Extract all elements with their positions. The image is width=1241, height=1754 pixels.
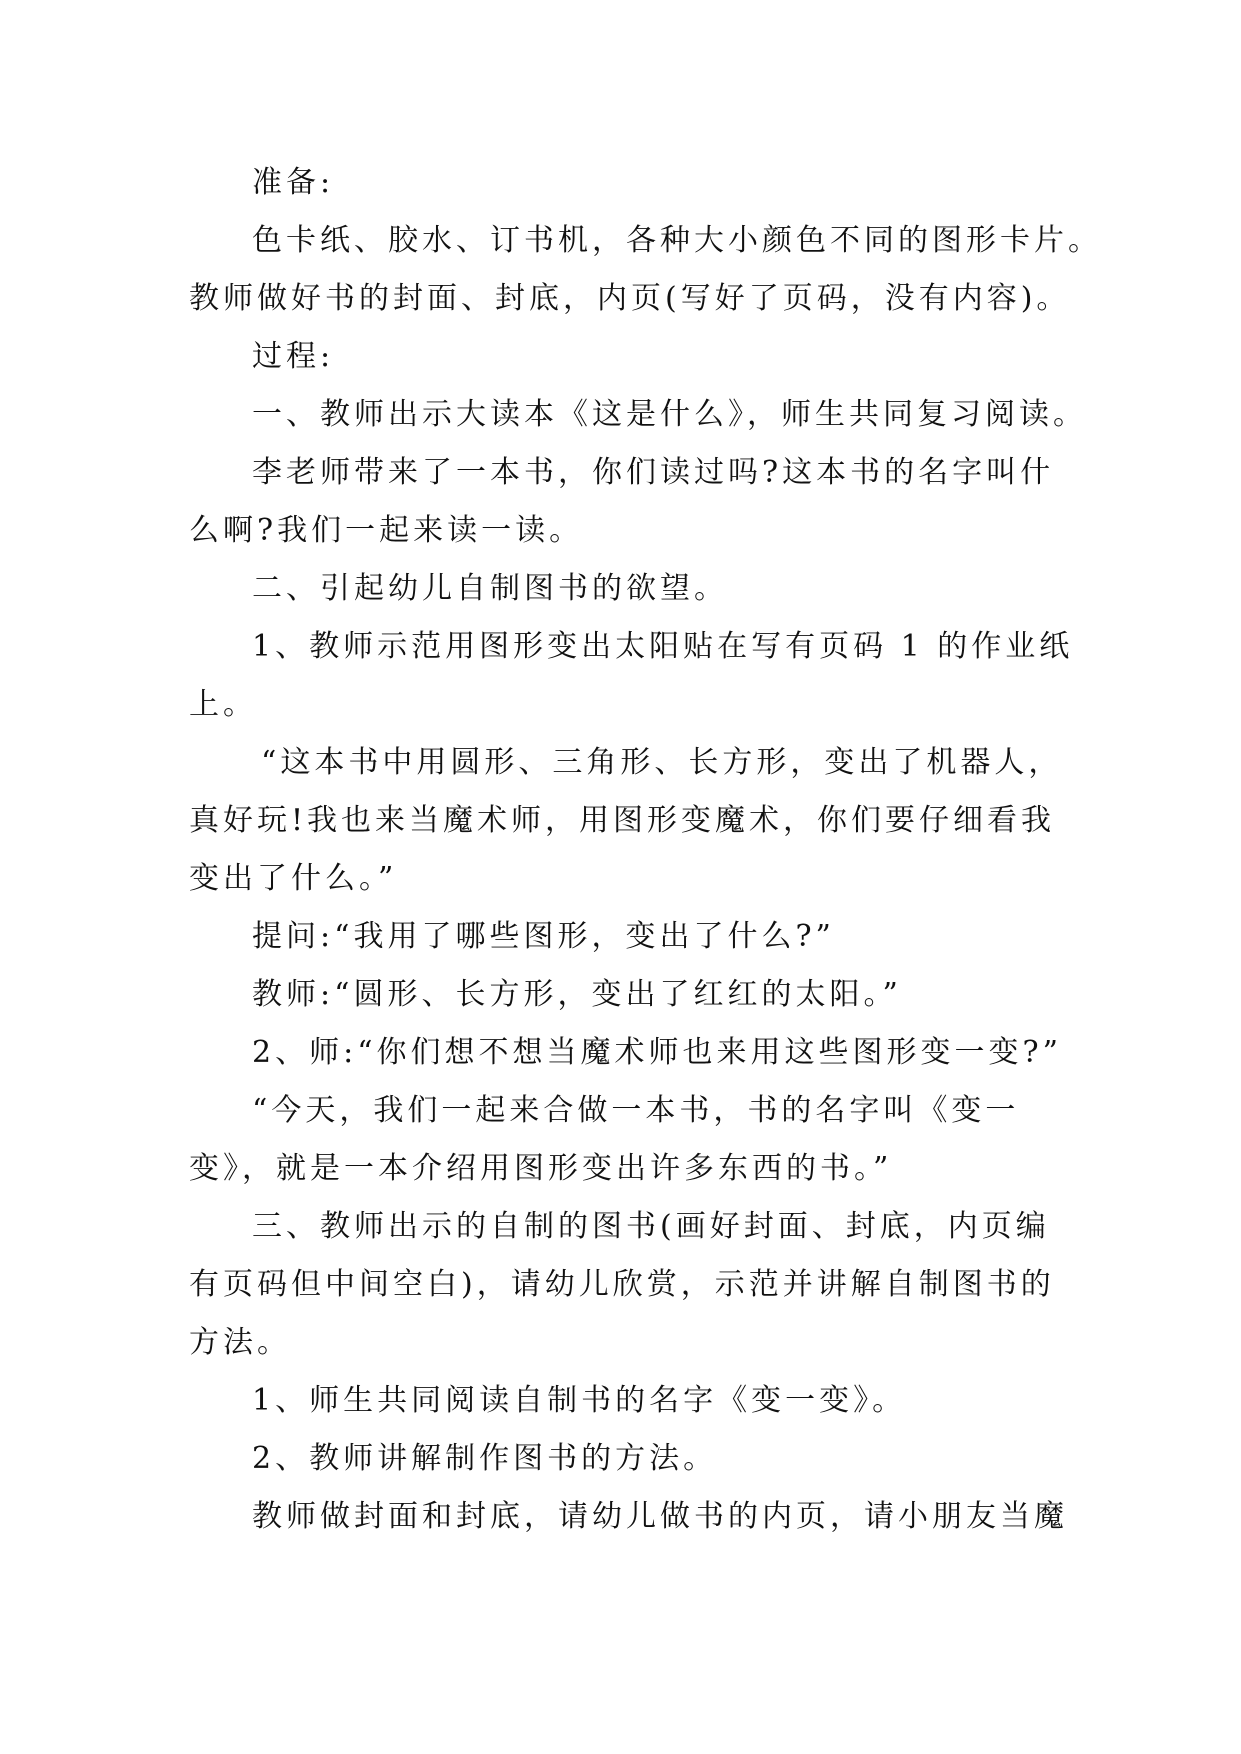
text-line: 准备: — [252, 165, 335, 200]
text-line: “这本书中用圆形、三角形、长方形，变出了机器人， — [261, 745, 1063, 780]
text-line: 过程: — [252, 339, 335, 374]
text-line: 2、师:“你们想不想当魔术师也来用这些图形变一变?” — [252, 1035, 1062, 1070]
text-line: 三、教师出示的自制的图书(画好封面、封底，内页编 — [252, 1209, 1050, 1244]
text-line: “今天，我们一起来合做一本书，书的名字叫《变一 — [252, 1093, 1020, 1128]
text-line: 提问:“我用了哪些图形，变出了什么?” — [252, 919, 835, 954]
text-line: 上。 — [189, 687, 257, 722]
text-line: 1、师生共同阅读自制书的名字《变一变》。 — [252, 1383, 907, 1418]
text-line: 教师:“圆形、长方形，变出了红红的太阳。” — [252, 977, 902, 1012]
text-line: 真好玩!我也来当魔术师，用图形变魔术，你们要仔细看我 — [189, 803, 1056, 838]
text-line: 1、教师示范用图形变出太阳贴在写有页码 1 的作业纸 — [252, 629, 1074, 664]
text-line: 色卡纸、胶水、订书机，各种大小颜色不同的图形卡片。 — [252, 223, 1102, 258]
text-line: 有页码但中间空白)，请幼儿欣赏，示范并讲解自制图书的 — [189, 1267, 1055, 1302]
text-line: 变出了什么。” — [189, 861, 398, 896]
text-line: 变》，就是一本介绍用图形变出许多东西的书。” — [189, 1151, 893, 1186]
text-line: 一、教师出示大读本《这是什么》，师生共同复习阅读。 — [252, 397, 1087, 432]
text-line: 教师做好书的封面、封底，内页(写好了页码，没有内容)。 — [189, 281, 1071, 316]
text-line: 教师做封面和封底，请幼儿做书的内页，请小朋友当魔 — [252, 1499, 1068, 1534]
text-line: 李老师带来了一本书，你们读过吗?这本书的名字叫什 — [252, 455, 1055, 490]
text-line: 方法。 — [189, 1325, 291, 1360]
text-line: 么啊?我们一起来读一读。 — [189, 513, 584, 548]
document-body — [189, 154, 1102, 1546]
text-line: 二、引起幼儿自制图书的欲望。 — [252, 571, 728, 606]
text-line: 2、教师讲解制作图书的方法。 — [252, 1441, 718, 1476]
